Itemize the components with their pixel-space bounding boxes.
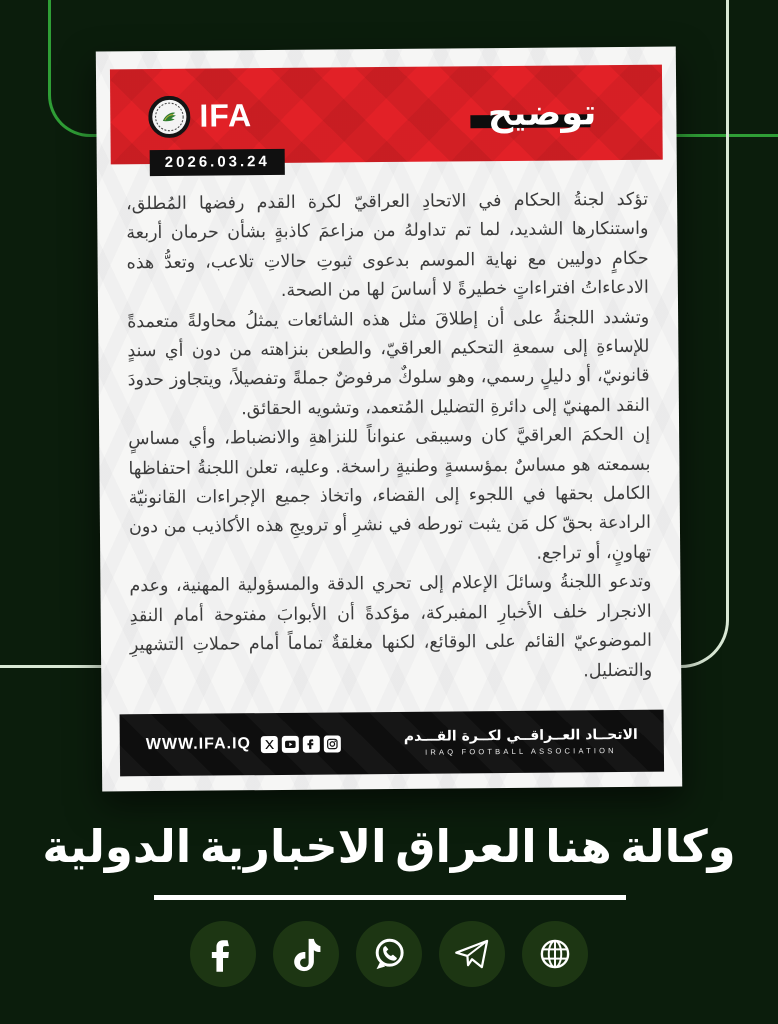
agency-social-row <box>0 921 778 987</box>
tiktok-icon[interactable] <box>273 921 339 987</box>
statement-body <box>126 186 652 690</box>
paragraph-1: تؤكد لجنةُ الحكام في الاتحادِ العراقيّ لكرة القدم رفضها المُطلق، واستنكارها الشديد، لما تم تداولهُ من مزاعمَ كاذبةٍ بشأن حرمان أربعة حكامٍ دوليين مع نهاية الموسم بدعوى ثبوتِ حالاتِ تلاعب، وتعدُّ هذه الادعاءاتُ افتراءاتٍ خطيرةً لا أساسَ لها من الصحة. <box>126 189 649 302</box>
org-name-arabic: الاتحــاد العــراقــي لكــرة القـــدم <box>403 726 638 745</box>
footer-left <box>146 734 341 754</box>
banner-title-text: توضيح <box>487 92 597 134</box>
ifa-logo <box>148 95 252 138</box>
footer-social-icons <box>261 735 341 753</box>
facebook-small-icon[interactable] <box>303 735 320 752</box>
org-name-english: IRAQ FOOTBALL ASSOCIATION <box>425 746 617 757</box>
statement-card <box>96 46 682 791</box>
x-twitter-icon[interactable] <box>261 735 278 752</box>
paragraph-3: إن الحكمَ العراقيَّ كان وسيبقى عنواناً للنزاهةِ والانضباط، وأي مساسٍ بسمعته هو مساسٌ بمؤسسةٍ وطنيةٍ راسخة. وعليه، تعلن اللجنةُ احتفاظها الكامل بحقها في اللجوء إلى القضاء، واتخاذ جميع الإجراءات القانونيّة الرادعة بحقّ كل مَن يثبت تورطه في نشرِ أو ترويجِ هذه الأكاذيب من دون تهاونٍ، أو تراجع. <box>128 424 652 564</box>
ifa-crest-icon <box>148 95 190 137</box>
ifa-logo-text: IFA <box>199 97 253 134</box>
instagram-icon[interactable] <box>324 735 341 752</box>
agency-title-underline <box>154 895 626 900</box>
youtube-icon[interactable] <box>282 735 299 752</box>
website-url: WWW.IFA.IQ <box>145 735 251 754</box>
whatsapp-icon[interactable] <box>356 921 422 987</box>
telegram-icon[interactable] <box>439 921 505 987</box>
paragraph-4: وتدعو اللجنةُ وسائلَ الإعلام إلى تحري الدقة والمسؤولية المهنية، وعدم الانجرار خلف الأخبارِ المفبركة، مؤكدةً أن الأبوابَ مفتوحة أمام النقدِ الموضوعيّ القائم على الوقائع، لكنها مغلقةٌ تماماً أمام حملاتِ التشهيرِ والتضليل. <box>129 571 653 681</box>
agency-title: وكالة هنا العراق الاخبارية الدولية <box>42 820 736 873</box>
card-footer-bar <box>120 710 665 777</box>
website-globe-icon[interactable] <box>522 921 588 987</box>
facebook-icon[interactable] <box>190 921 256 987</box>
date-badge: 2026.03.24 <box>150 149 285 176</box>
footer-right <box>404 727 638 757</box>
paragraph-2: وتشدد اللجنةُ على أن إطلاقَ مثل هذه الشائعات يمثلُ محاولةً متعمدةً للإساءةِ إلى سمعةِ التحكيم العراقيّ، والطعن بنزاهته من دون أي سندٍ قانونيّ، أو دليلٍ رسمي، وهو سلوكٌ مرفوضٌ جملةً وتفصيلاً، ويتجاوز حدودَ النقد المهنيّ إلى دائرةِ التضليل المُتعمد، وتشويه الحقائق. <box>127 307 650 420</box>
banner-title <box>488 93 597 134</box>
